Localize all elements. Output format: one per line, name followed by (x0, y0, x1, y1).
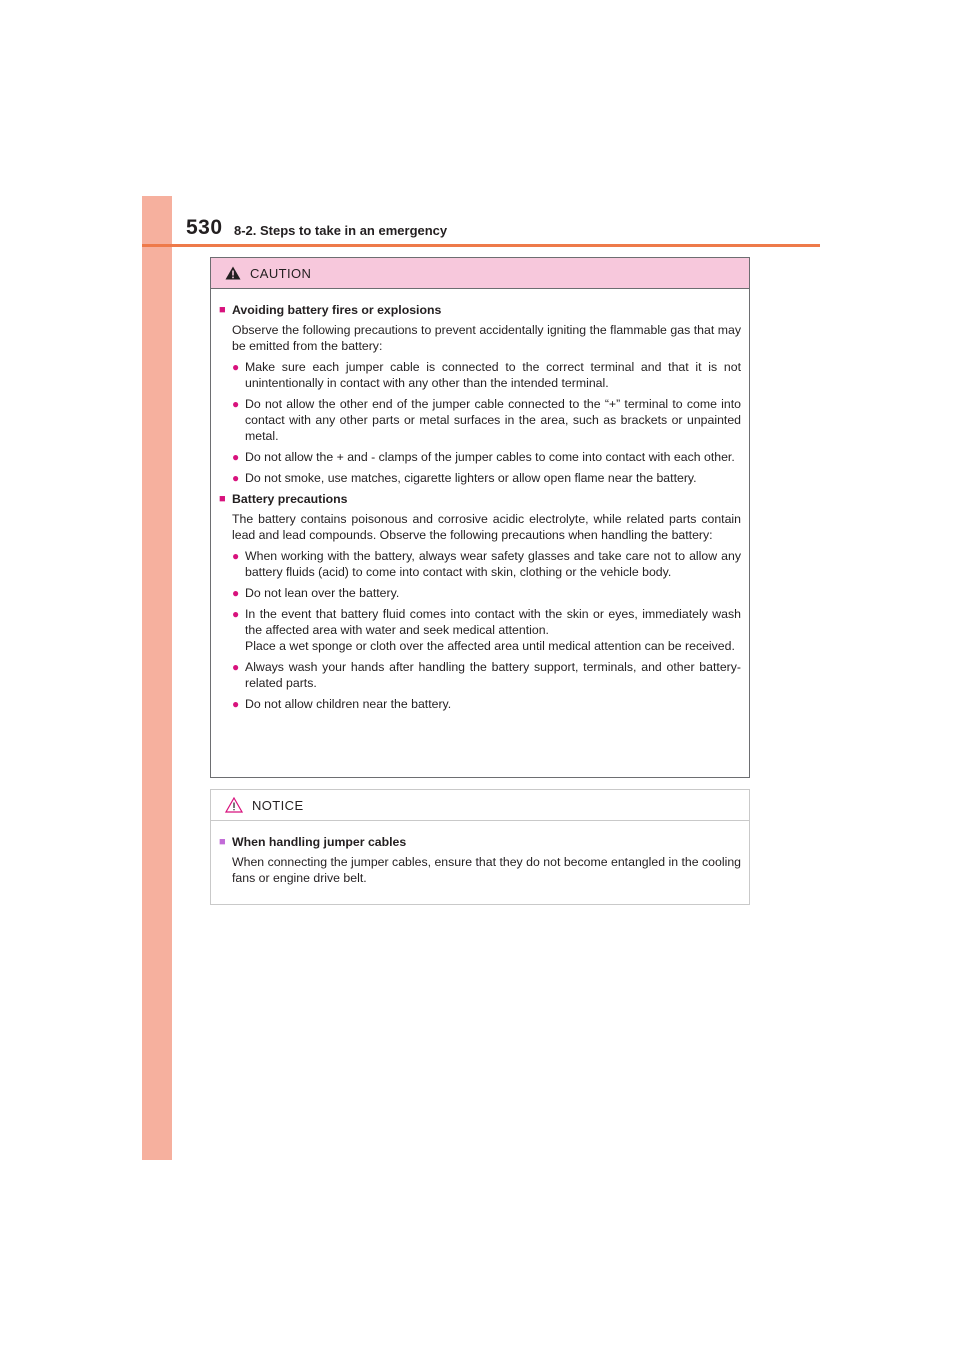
section-title: 8-2. Steps to take in an emergency (234, 223, 448, 238)
caution-body (211, 289, 749, 712)
page-number: 530 (186, 216, 223, 239)
circle-bullet-icon: ● (232, 607, 240, 621)
notice-header (211, 790, 749, 821)
circle-bullet-icon: ● (232, 397, 240, 411)
section-text: Observe the following precautions to prevent accidentally igniting the flammable gas that may be emitted from the battery: (232, 323, 741, 353)
list-item: ● Do not allow the + and - clamps of the jumper cables to come into contact with each other. (232, 450, 735, 464)
square-bullet-icon: ■ (219, 836, 226, 848)
notice-box (210, 789, 750, 905)
caution-box (210, 257, 750, 778)
heading-text: When handling jumper cables (232, 835, 407, 849)
list-item: ● Do not smoke, use matches, cigarette lighters or allow open flame near the battery. (232, 471, 697, 485)
section-heading (219, 834, 741, 850)
header-rule (142, 244, 820, 247)
heading-text: Battery precautions (232, 492, 348, 506)
warning-triangle-icon (225, 266, 241, 280)
list-item: ● When working with the battery, always wear safety glasses and take care not to allow any battery fluids (acid) to come into contact with skin, clothing or the vehicle body. (232, 549, 741, 579)
list-item: ● Do not allow the other end of the jumper cable connected to the “+” terminal to come into contact with any other parts or metal surfaces in the area, such as brackets or unpainted metal. (232, 397, 741, 443)
caution-title: CAUTION (250, 265, 312, 281)
side-tab-band (142, 196, 172, 1160)
circle-bullet-icon: ● (232, 660, 240, 674)
circle-bullet-icon: ● (232, 471, 240, 485)
warning-outline-icon (225, 797, 243, 813)
section-heading (219, 302, 741, 318)
section-heading (219, 491, 741, 507)
list-item: ● Make sure each jumper cable is connected to the correct terminal and that it is not unintentionally in contact with any other than the intended terminal. (232, 360, 741, 390)
heading-text: Avoiding battery fires or explosions (232, 303, 442, 317)
section-text: When connecting the jumper cables, ensure that they do not become entangled in the cooling fans or engine drive belt. (232, 855, 741, 885)
notice-body (211, 821, 749, 886)
bullet-text: In the event that battery fluid comes into contact with the skin or eyes, immediately wash the affected area with water and seek medical attention. (245, 607, 741, 637)
circle-bullet-icon: ● (232, 697, 240, 711)
bullet-extra-text: Place a wet sponge or cloth over the affected area until medical attention can be received. (245, 639, 735, 653)
circle-bullet-icon: ● (232, 450, 240, 464)
notice-title: NOTICE (252, 797, 304, 813)
section-text: The battery contains poisonous and corrosive acidic electrolyte, while related parts contain lead and lead compounds. Observe the following precautions when handling the battery: (232, 512, 741, 542)
list-item (232, 606, 741, 654)
list-item: ● Always wash your hands after handling the battery support, terminals, and other battery-related parts. (232, 660, 741, 690)
square-bullet-icon: ■ (219, 493, 226, 505)
list-item: ● Do not allow children near the battery. (232, 697, 452, 711)
circle-bullet-icon: ● (232, 549, 240, 563)
square-bullet-icon: ■ (219, 304, 226, 316)
circle-bullet-icon: ● (232, 360, 240, 374)
caution-header (211, 258, 749, 289)
list-item: ● Do not lean over the battery. (232, 586, 400, 600)
circle-bullet-icon: ● (232, 586, 240, 600)
